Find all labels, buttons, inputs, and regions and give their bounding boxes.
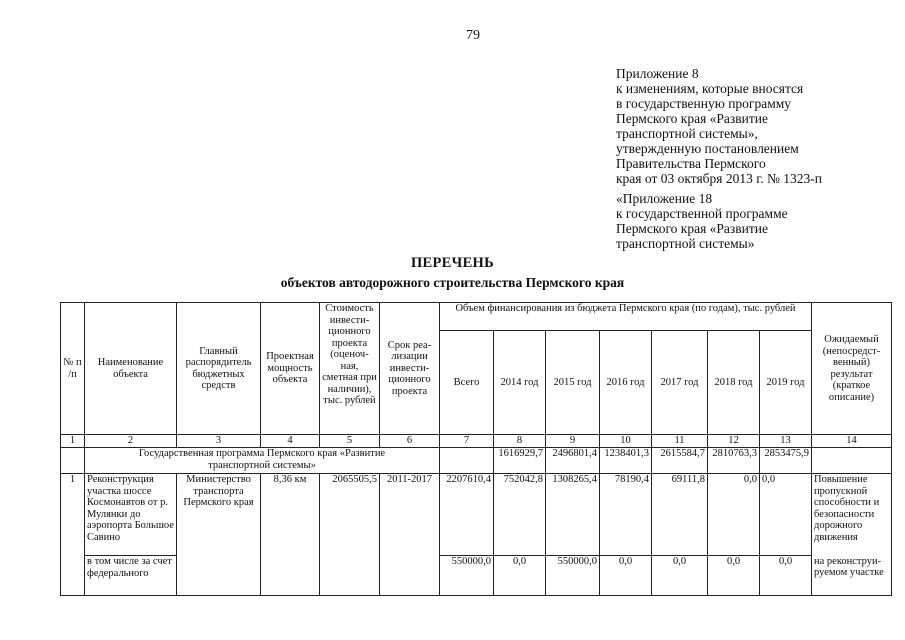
col-number: 11 — [652, 435, 708, 448]
appendix-8-block — [616, 66, 822, 186]
row-total: 2207610,4 — [440, 474, 494, 556]
row-2017: 69111,8 — [652, 474, 708, 556]
row-sub-total: 550000,0 — [440, 556, 494, 596]
col-number: 12 — [708, 435, 760, 448]
row-2015: 1308265,4 — [546, 474, 600, 556]
header-name: Наименование объекта — [85, 303, 177, 435]
program-2014: 1616929,7 — [494, 448, 546, 474]
document-title: ПЕРЕЧЕНЬ — [410, 255, 495, 271]
program-2018: 2810763,3 — [708, 448, 760, 474]
col-number: 13 — [760, 435, 812, 448]
row-capacity: 8,36 км — [261, 474, 320, 556]
appendix-line: «Приложение 18 — [616, 191, 713, 206]
appendix-line: транспортной системы», — [616, 126, 758, 141]
row-sub-2014: 0,0 — [494, 556, 546, 596]
row-sub-name: в том числе за счет федерального — [85, 556, 177, 596]
col-number: 10 — [600, 435, 652, 448]
program-2017: 2615584,7 — [652, 448, 708, 474]
row-sub-2016: 0,0 — [600, 556, 652, 596]
row-num: 1 — [61, 474, 85, 556]
row-2014: 752042,8 — [494, 474, 546, 556]
header-num: № п /п — [61, 303, 85, 435]
program-2019: 2853475,9 — [760, 448, 812, 474]
header-distributor: Главный распорядитель бюджетных средств — [177, 303, 261, 435]
header-cost: Стоимость инвести-ционного проекта (оценоч-ная, сметная при наличии), тыс. рублей — [320, 303, 380, 435]
appendix-line: транспортной системы» — [616, 236, 755, 251]
header-year-2019: 2019 год — [760, 331, 812, 435]
header-year-2014: 2014 год — [494, 331, 546, 435]
col-number: 8 — [494, 435, 546, 448]
col-number: 9 — [546, 435, 600, 448]
col-number: 7 — [440, 435, 494, 448]
col-number: 1 — [61, 435, 85, 448]
col-number: 5 — [320, 435, 380, 448]
row-2018: 0,0 — [708, 474, 760, 556]
row-distributor: Министерство транспорта Пермского края — [177, 474, 261, 556]
header-year-2015: 2015 год — [546, 331, 600, 435]
appendix-line: края от 03 октября 2013 г. № 1323-п — [616, 171, 822, 186]
appendix-18-block — [616, 191, 788, 251]
header-term: Срок реа-лизации инвести-ционного проекта — [380, 303, 440, 435]
header-total: Всего — [440, 331, 494, 435]
document-subtitle: объектов автодорожного строительства Пермского края — [280, 275, 625, 290]
header-capacity: Проектная мощность объекта — [261, 303, 320, 435]
appendix-line: утвержденную постановлением — [616, 141, 799, 156]
appendix-line: в государственную программу — [616, 96, 792, 111]
page-number: 79 — [466, 28, 480, 43]
program-2016: 1238401,3 — [600, 448, 652, 474]
col-number: 2 — [85, 435, 177, 448]
row-sub-2018: 0,0 — [708, 556, 760, 596]
row-2016: 78190,4 — [600, 474, 652, 556]
row-sub-result: на реконструи-руемом участке — [812, 556, 892, 596]
col-number: 3 — [177, 435, 261, 448]
row-sub-2015: 550000,0 — [546, 556, 600, 596]
appendix-line: Правительства Пермского — [616, 156, 766, 171]
col-number: 4 — [261, 435, 320, 448]
row-sub-2019: 0,0 — [760, 556, 812, 596]
appendix-line: Пермского края «Развитие — [616, 221, 768, 236]
appendix-line: Приложение 8 — [616, 66, 699, 81]
header-result: Ожидаемый (непосредст-венный) результат (краткое описание) — [812, 303, 892, 435]
appendix-line: Пермского края «Развитие — [616, 111, 768, 126]
appendix-line: к государственной программе — [616, 206, 788, 221]
row-result: Повышение пропускной способности и безопасности дорожного движения — [812, 474, 892, 556]
header-year-2016: 2016 год — [600, 331, 652, 435]
col-number: 14 — [812, 435, 892, 448]
objects-table — [60, 302, 892, 596]
row-sub-2017: 0,0 — [652, 556, 708, 596]
appendix-line: к изменениям, которые вносятся — [616, 81, 804, 96]
row-cost: 2065505,5 — [320, 474, 380, 556]
row-name: Реконструкция участка шоссе Космонавтов от р. Мулянки до аэропорта Большое Савино — [85, 474, 177, 556]
header-year-2017: 2017 год — [652, 331, 708, 435]
header-year-2018: 2018 год — [708, 331, 760, 435]
col-number: 6 — [380, 435, 440, 448]
header-funding: Объем финансирования из бюджета Пермского края (по годам), тыс. рублей — [440, 303, 812, 331]
program-2015: 2496801,4 — [546, 448, 600, 474]
program-label: Государственная программа Пермского края «Развитие транспортной системы» — [85, 448, 440, 474]
row-2019: 0,0 — [760, 474, 812, 556]
row-term: 2011-2017 — [380, 474, 440, 556]
